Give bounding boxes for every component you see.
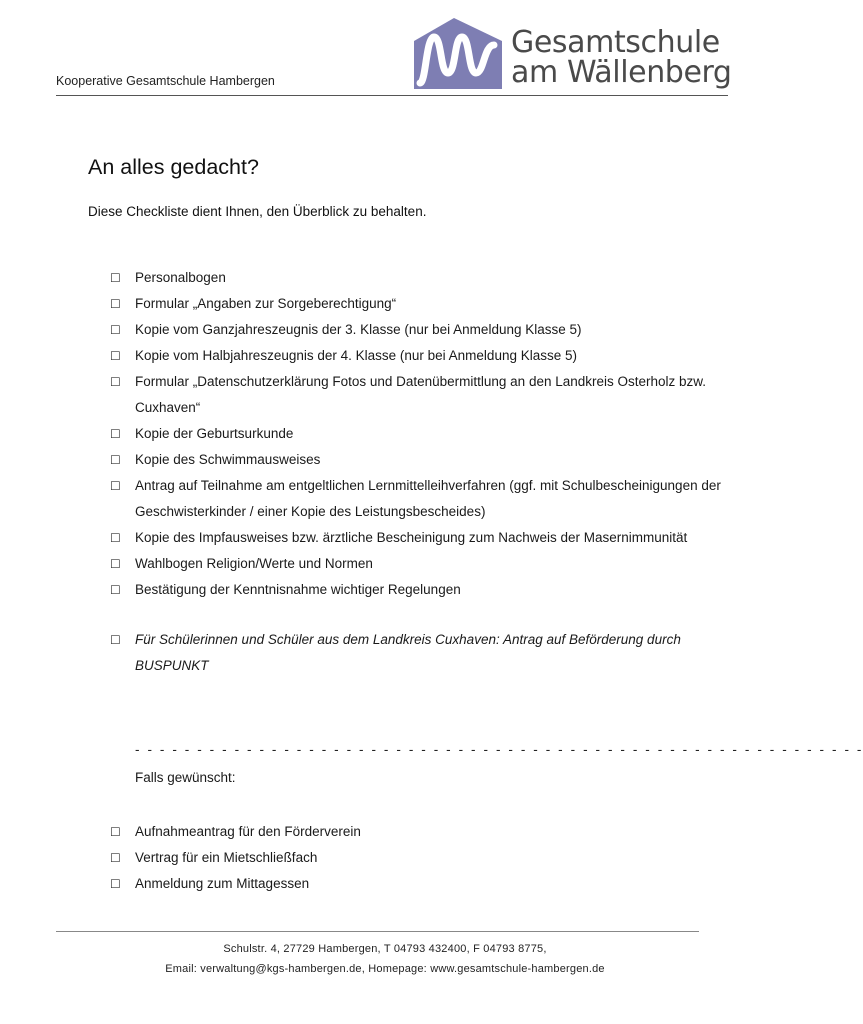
school-name: Kooperative Gesamtschule Hambergen bbox=[56, 74, 275, 88]
checklist-item-label: Kopie der Geburtsurkunde bbox=[135, 426, 294, 441]
checkbox-icon: ☐ bbox=[110, 851, 121, 865]
checkbox-icon: ☐ bbox=[110, 825, 121, 839]
checklist-item-cuxhaven bbox=[110, 627, 730, 679]
footer-contact: Email: verwaltung@kgs-hambergen.de, Homepage: www.gesamtschule-hambergen.de bbox=[165, 963, 605, 975]
checklist-item bbox=[110, 265, 730, 291]
logo-text-line1: Gesamtschule bbox=[511, 25, 720, 60]
optional-item-label: Vertrag für ein Mietschließfach bbox=[135, 850, 318, 865]
footer-address: Schulstr. 4, 27729 Hambergen, T 04793 432400, F 04793 8775, bbox=[223, 943, 547, 955]
checklist-item bbox=[110, 317, 730, 343]
optional-section-label: Falls gewünscht: bbox=[135, 770, 236, 785]
page-title: An alles gedacht? bbox=[88, 155, 259, 179]
optional-item bbox=[110, 871, 730, 897]
cuxhaven-item-label: Für Schülerinnen und Schüler aus dem Landkreis Cuxhaven: Antrag auf Beförderung durch BUSPUNKT bbox=[135, 632, 681, 673]
checklist-item bbox=[110, 551, 730, 577]
optional-item-label: Anmeldung zum Mittagessen bbox=[135, 876, 310, 891]
optional-checklist bbox=[110, 819, 730, 897]
checklist-item-label: Personalbogen bbox=[135, 270, 226, 285]
checkbox-icon: ☐ bbox=[110, 375, 121, 389]
dashed-separator: - - - - - - - - - - - - - - - - - - - - - - - - - - - - - - - - - - - - - - - - - - - - - - - - - - - - - - - - - - - bbox=[135, 742, 863, 757]
checkbox-icon: ☐ bbox=[110, 271, 121, 285]
checklist-item bbox=[110, 421, 730, 447]
checkbox-icon: ☐ bbox=[110, 349, 121, 363]
checkbox-icon: ☐ bbox=[110, 633, 121, 647]
checkbox-icon: ☐ bbox=[110, 877, 121, 891]
checklist-item bbox=[110, 343, 730, 369]
checkbox-icon: ☐ bbox=[110, 583, 121, 597]
checklist-item-label: Wahlbogen Religion/Werte und Normen bbox=[135, 556, 373, 571]
checklist-item bbox=[110, 525, 730, 551]
footer-divider bbox=[56, 931, 699, 932]
intro-text: Diese Checkliste dient Ihnen, den Überblick zu behalten. bbox=[88, 204, 427, 219]
checklist-item bbox=[110, 369, 730, 421]
checklist-item bbox=[110, 577, 730, 603]
header-divider bbox=[56, 95, 728, 96]
checkbox-icon: ☐ bbox=[110, 531, 121, 545]
document-checklist bbox=[110, 265, 730, 679]
optional-item bbox=[110, 845, 730, 871]
checklist-item-label: Kopie des Schwimmausweises bbox=[135, 452, 321, 467]
logo-mark-icon bbox=[414, 17, 506, 89]
checklist-item-label: Formular „Angaben zur Sorgeberechtigung“ bbox=[135, 296, 397, 311]
logo-text-line2: am Wällenberg bbox=[511, 55, 732, 90]
checklist-item-label: Bestätigung der Kenntnisnahme wichtiger Regelungen bbox=[135, 582, 461, 597]
checkbox-icon: ☐ bbox=[110, 479, 121, 493]
checkbox-icon: ☐ bbox=[110, 557, 121, 571]
checklist-item-label: Kopie vom Halbjahreszeugnis der 4. Klasse (nur bei Anmeldung Klasse 5) bbox=[135, 348, 577, 363]
checkbox-icon: ☐ bbox=[110, 323, 121, 337]
checklist-item-label: Kopie vom Ganzjahreszeugnis der 3. Klasse (nur bei Anmeldung Klasse 5) bbox=[135, 322, 582, 337]
school-logo bbox=[414, 17, 730, 93]
optional-item-label: Aufnahmeantrag für den Förderverein bbox=[135, 824, 361, 839]
checklist-item bbox=[110, 291, 730, 317]
checkbox-icon: ☐ bbox=[110, 297, 121, 311]
checkbox-icon: ☐ bbox=[110, 427, 121, 441]
checklist-item bbox=[110, 473, 730, 525]
checklist-item-label: Formular „Datenschutzerklärung Fotos und Datenübermittlung an den Landkreis Osterholz bzw. Cuxhaven“ bbox=[135, 374, 707, 415]
checkbox-icon: ☐ bbox=[110, 453, 121, 467]
optional-item bbox=[110, 819, 730, 845]
checklist-item bbox=[110, 447, 730, 473]
checklist-item-label: Kopie des Impfausweises bzw. ärztliche Bescheinigung zum Nachweis der Masernimmunität bbox=[135, 530, 688, 545]
checklist-item-label: Antrag auf Teilnahme am entgeltlichen Lernmittelleihverfahren (ggf. mit Schulbescheinigungen der Geschwisterkinder / einer Kopie des Leistungsbescheides) bbox=[135, 478, 721, 519]
